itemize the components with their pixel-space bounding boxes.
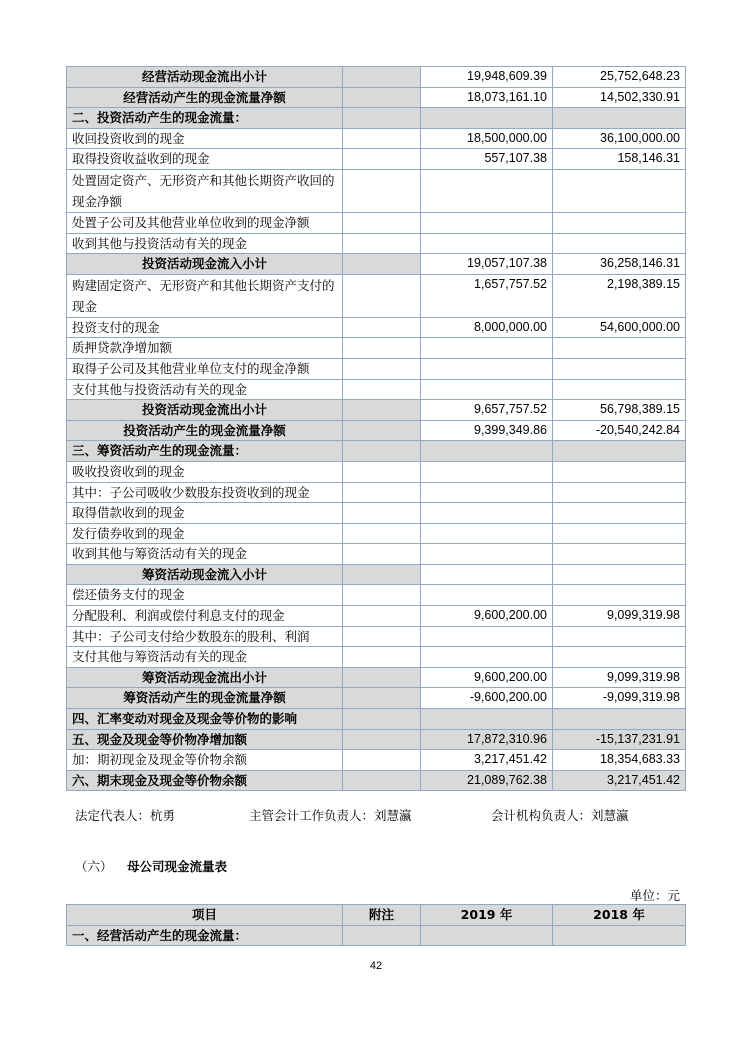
row-note: [343, 564, 421, 585]
table-row: [67, 358, 686, 379]
row-note: [343, 667, 421, 688]
table-row: [67, 169, 686, 212]
table-row: [67, 503, 686, 524]
row-label: 分配股利、利润或偿付利息支付的现金: [67, 606, 343, 627]
row-value-2018: [553, 482, 686, 503]
row-value-2018: [553, 523, 686, 544]
row-value-2018: [553, 585, 686, 606]
row-note: [343, 420, 421, 441]
row-note: [343, 770, 421, 791]
header-item: 项目: [67, 905, 343, 926]
row-value-2019: 1,657,757.52: [421, 274, 553, 317]
row-label: 其中：子公司吸收少数股东投资收到的现金: [67, 482, 343, 503]
row-value-2019: [421, 482, 553, 503]
row-value-2018: 9,099,319.98: [553, 606, 686, 627]
row-value-2018: [553, 626, 686, 647]
row-value-2018: [553, 108, 686, 129]
table-row: [67, 709, 686, 730]
row-value-2019: [421, 523, 553, 544]
row-label: 经营活动现金流出小计: [67, 67, 343, 88]
table-row: [67, 925, 686, 946]
row-label: 取得投资收益收到的现金: [67, 149, 343, 170]
row-note: [343, 503, 421, 524]
row-value-2019: [421, 709, 553, 730]
row-value-2018: [553, 461, 686, 482]
row-note: [343, 317, 421, 338]
row-note: [343, 709, 421, 730]
row-label: 吸收投资收到的现金: [67, 461, 343, 482]
table-row: [67, 128, 686, 149]
table-row: [67, 523, 686, 544]
row-label: 偿还债务支付的现金: [67, 585, 343, 606]
row-value-2019: 21,089,762.38: [421, 770, 553, 791]
row-note: [343, 482, 421, 503]
row-note: [343, 358, 421, 379]
row-value-2019: [421, 358, 553, 379]
row-2018: [553, 925, 686, 946]
table-row: [67, 482, 686, 503]
row-note: [343, 87, 421, 108]
table-row: [67, 564, 686, 585]
row-label: 筹资活动现金流出小计: [67, 667, 343, 688]
row-label: 收到其他与筹资活动有关的现金: [67, 544, 343, 565]
table-row: [67, 87, 686, 108]
row-value-2018: [553, 503, 686, 524]
row-2019: [421, 925, 553, 946]
row-label: 收回投资收到的现金: [67, 128, 343, 149]
row-value-2019: 19,057,107.38: [421, 254, 553, 275]
row-value-2019: [421, 647, 553, 668]
row-value-2018: 9,099,319.98: [553, 667, 686, 688]
row-value-2019: [421, 441, 553, 462]
row-label: 二、投资活动产生的现金流量：: [67, 108, 343, 129]
row-value-2019: [421, 233, 553, 254]
row-note: [343, 523, 421, 544]
row-value-2019: 9,600,200.00: [421, 667, 553, 688]
row-label: 六、期末现金及现金等价物余额: [67, 770, 343, 791]
row-value-2019: 9,600,200.00: [421, 606, 553, 627]
row-label: 支付其他与投资活动有关的现金: [67, 379, 343, 400]
row-value-2019: [421, 564, 553, 585]
section-title: 母公司现金流量表: [127, 859, 228, 874]
unit-label: 单位：元: [629, 888, 680, 903]
row-value-2018: [553, 544, 686, 565]
row-value-2019: 19,948,609.39: [421, 67, 553, 88]
row-note: [343, 925, 421, 946]
row-note: [343, 108, 421, 129]
section-number: （六）: [75, 859, 113, 874]
row-note: [343, 212, 421, 233]
row-note: [343, 338, 421, 359]
row-value-2018: [553, 212, 686, 233]
header-note: 附注: [343, 905, 421, 926]
row-value-2018: [553, 441, 686, 462]
table-row: [67, 67, 686, 88]
table-row: [67, 626, 686, 647]
row-label: 投资活动现金流入小计: [67, 254, 343, 275]
row-value-2018: 14,502,330.91: [553, 87, 686, 108]
row-label: 投资活动产生的现金流量净额: [67, 420, 343, 441]
row-label: 处置固定资产、无形资产和其他长期资产收回的现金净额: [67, 169, 343, 212]
row-note: [343, 606, 421, 627]
row-label: 一、经营活动产生的现金流量：: [67, 925, 343, 946]
header-2019: 2019 年: [421, 905, 553, 926]
accounting-dept-head: 会计机构负责人：刘慧瀛: [491, 808, 629, 823]
table-header-row: [67, 905, 686, 926]
row-value-2018: -15,137,231.91: [553, 729, 686, 750]
row-value-2019: 9,657,757.52: [421, 400, 553, 421]
table-row: [67, 274, 686, 317]
row-note: [343, 400, 421, 421]
row-value-2018: [553, 338, 686, 359]
row-value-2018: [553, 564, 686, 585]
table-row: [67, 544, 686, 565]
row-label: 投资活动现金流出小计: [67, 400, 343, 421]
row-label: 筹资活动现金流入小计: [67, 564, 343, 585]
row-value-2018: [553, 169, 686, 212]
row-label: 经营活动产生的现金流量净额: [67, 87, 343, 108]
table-row: [67, 750, 686, 771]
row-value-2019: -9,600,200.00: [421, 688, 553, 709]
row-value-2019: [421, 626, 553, 647]
table-row: [67, 379, 686, 400]
table-row: [67, 108, 686, 129]
row-label: 四、汇率变动对现金及现金等价物的影响: [67, 709, 343, 730]
legal-representative: 法定代表人：杭勇: [75, 808, 176, 823]
row-value-2019: 18,500,000.00: [421, 128, 553, 149]
row-label: 投资支付的现金: [67, 317, 343, 338]
row-value-2018: -20,540,242.84: [553, 420, 686, 441]
row-value-2018: 36,100,000.00: [553, 128, 686, 149]
row-value-2018: 18,354,683.33: [553, 750, 686, 771]
row-note: [343, 233, 421, 254]
row-note: [343, 379, 421, 400]
row-value-2019: [421, 461, 553, 482]
row-note: [343, 169, 421, 212]
table-row: [67, 729, 686, 750]
row-label: 加：期初现金及现金等价物余额: [67, 750, 343, 771]
row-note: [343, 688, 421, 709]
table-row: [67, 212, 686, 233]
row-note: [343, 67, 421, 88]
row-value-2019: [421, 379, 553, 400]
row-note: [343, 647, 421, 668]
table-row: [67, 461, 686, 482]
table-row: [67, 770, 686, 791]
row-value-2018: [553, 647, 686, 668]
row-value-2018: 158,146.31: [553, 149, 686, 170]
row-label: 其中：子公司支付给少数股东的股利、利润: [67, 626, 343, 647]
row-value-2019: [421, 503, 553, 524]
row-value-2018: 3,217,451.42: [553, 770, 686, 791]
row-label: 收到其他与投资活动有关的现金: [67, 233, 343, 254]
row-value-2018: -9,099,319.98: [553, 688, 686, 709]
row-note: [343, 254, 421, 275]
row-value-2019: 17,872,310.96: [421, 729, 553, 750]
table-row: [67, 233, 686, 254]
table-row: [67, 149, 686, 170]
row-value-2019: [421, 338, 553, 359]
table-row: [67, 254, 686, 275]
row-note: [343, 729, 421, 750]
row-label: 处置子公司及其他营业单位收到的现金净额: [67, 212, 343, 233]
row-value-2018: 2,198,389.15: [553, 274, 686, 317]
table-row: [67, 688, 686, 709]
row-value-2019: [421, 108, 553, 129]
table-row: [67, 606, 686, 627]
row-value-2018: [553, 709, 686, 730]
row-value-2018: [553, 358, 686, 379]
parent-cash-flow-table: [66, 904, 686, 946]
row-value-2019: 8,000,000.00: [421, 317, 553, 338]
row-note: [343, 461, 421, 482]
cash-flow-table: [66, 66, 686, 791]
row-note: [343, 585, 421, 606]
row-label: 三、筹资活动产生的现金流量：: [67, 441, 343, 462]
row-value-2019: [421, 169, 553, 212]
row-note: [343, 626, 421, 647]
row-value-2019: 557,107.38: [421, 149, 553, 170]
row-value-2019: 18,073,161.10: [421, 87, 553, 108]
row-note: [343, 149, 421, 170]
row-value-2019: [421, 544, 553, 565]
table-row: [67, 667, 686, 688]
table-row: [67, 400, 686, 421]
row-label: 发行债券收到的现金: [67, 523, 343, 544]
table-row: [67, 441, 686, 462]
row-note: [343, 441, 421, 462]
section-heading: [75, 857, 227, 875]
row-label: 支付其他与筹资活动有关的现金: [67, 647, 343, 668]
row-note: [343, 128, 421, 149]
row-value-2018: 36,258,146.31: [553, 254, 686, 275]
row-label: 筹资活动产生的现金流量净额: [67, 688, 343, 709]
row-value-2018: 54,600,000.00: [553, 317, 686, 338]
page-number: 42: [369, 960, 383, 972]
row-value-2019: [421, 585, 553, 606]
table-row: [67, 317, 686, 338]
row-label: 购建固定资产、无形资产和其他长期资产支付的现金: [67, 274, 343, 317]
row-value-2019: [421, 212, 553, 233]
row-label: 质押贷款净增加额: [67, 338, 343, 359]
row-note: [343, 274, 421, 317]
table-row: [67, 420, 686, 441]
row-label: 五、现金及现金等价物净增加额: [67, 729, 343, 750]
table-row: [67, 338, 686, 359]
row-value-2018: 25,752,648.23: [553, 67, 686, 88]
table-row: [67, 647, 686, 668]
header-2018: 2018 年: [553, 905, 686, 926]
accounting-head: 主管会计工作负责人：刘慧瀛: [249, 808, 412, 823]
row-note: [343, 750, 421, 771]
row-note: [343, 544, 421, 565]
row-value-2019: 3,217,451.42: [421, 750, 553, 771]
table-row: [67, 585, 686, 606]
row-label: 取得借款收到的现金: [67, 503, 343, 524]
row-value-2019: 9,399,349.86: [421, 420, 553, 441]
row-label: 取得子公司及其他营业单位支付的现金净额: [67, 358, 343, 379]
row-value-2018: 56,798,389.15: [553, 400, 686, 421]
row-value-2018: [553, 379, 686, 400]
row-value-2018: [553, 233, 686, 254]
